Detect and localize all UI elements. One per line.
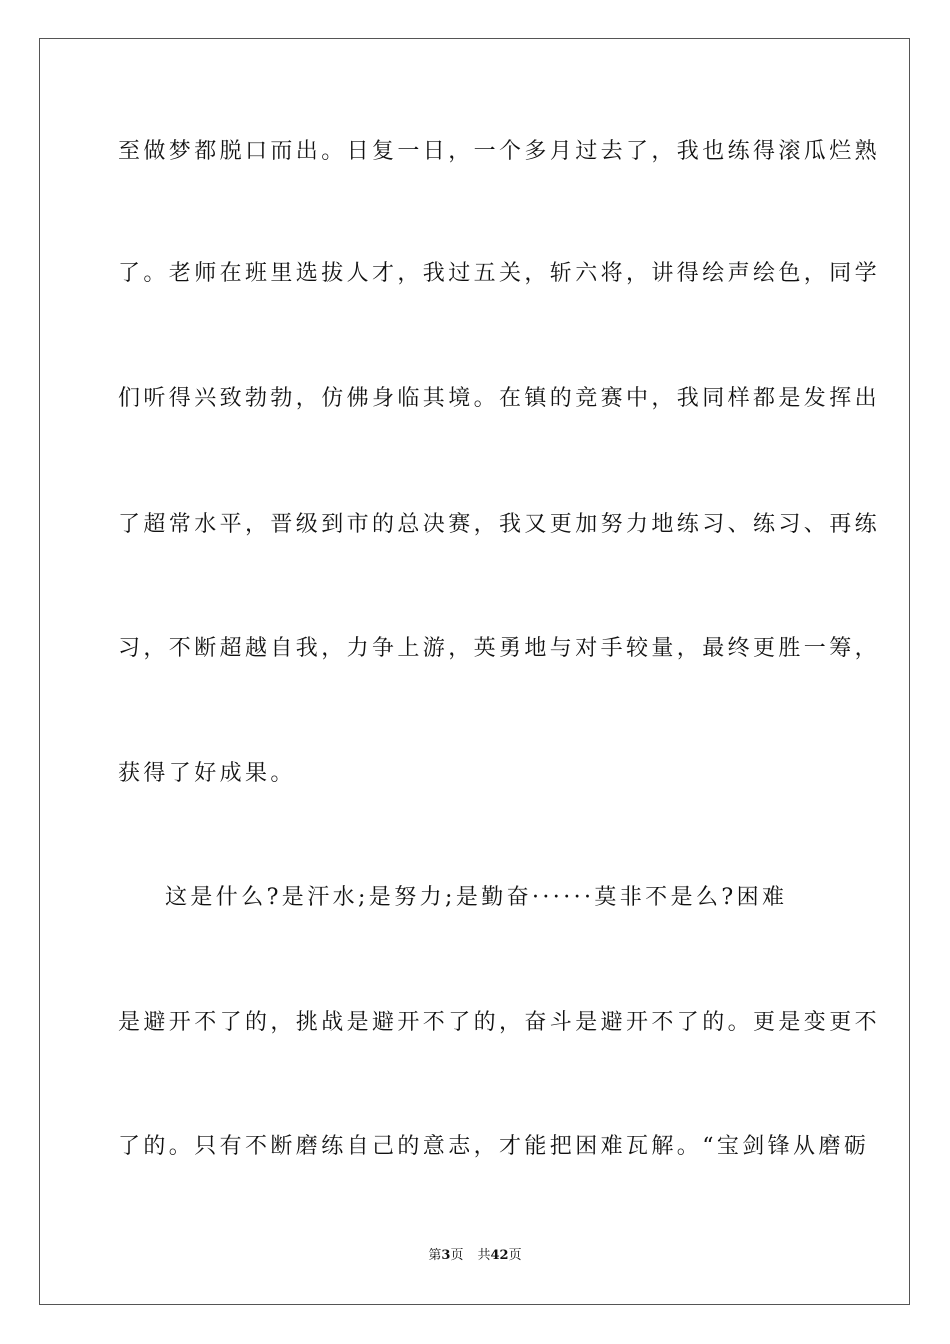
body-line-8: 是避开不了的，挑战是避开不了的，奋斗是避开不了的。更是变更不: [118, 1010, 881, 1035]
footer-page-suffix: 页: [450, 1248, 464, 1263]
footer-page-prefix: 第: [428, 1248, 442, 1263]
body-line-5: 习，不断超越自我，力争上游，英勇地与对手较量，最终更胜一筹，: [118, 636, 881, 661]
footer-total-suffix: 页: [508, 1248, 522, 1263]
body-line-3: 们听得兴致勃勃，仿佛身临其境。在镇的竞赛中，我同样都是发挥出: [118, 386, 881, 411]
footer-total-prefix: 共: [477, 1248, 491, 1263]
body-line-6: 获得了好成果。: [118, 761, 296, 786]
footer-page-current: 3: [441, 1248, 451, 1263]
footer-page-total: 42: [490, 1248, 509, 1263]
body-line-7-paragraph-start: 这是什么?是汗水;是努力;是勤奋······莫非不是么?困难: [165, 885, 788, 910]
body-line-2: 了。老师在班里选拔人才，我过五关，斩六将，讲得绘声绘色，同学: [118, 261, 881, 286]
body-line-1: 至做梦都脱口而出。日复一日，一个多月过去了，我也练得滚瓜烂熟: [118, 139, 881, 164]
body-line-9: 了的。只有不断磨练自己的意志，才能把困难瓦解。“宝剑锋从磨砺: [118, 1134, 870, 1159]
page-footer: [0, 1247, 950, 1265]
page-border: [39, 38, 910, 1305]
body-line-4: 了超常水平，晋级到市的总决赛，我又更加努力地练习、练习、再练: [118, 512, 881, 537]
